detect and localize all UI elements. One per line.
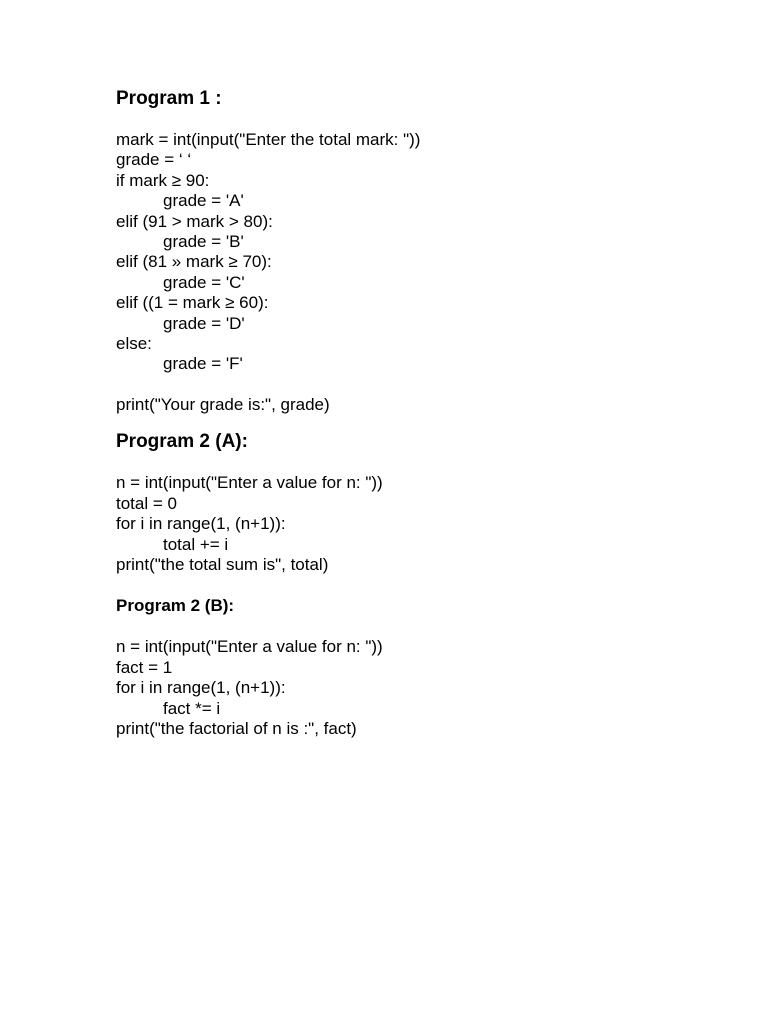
code-line: print("the total sum is", total): [116, 555, 329, 575]
code-line: grade = ‘ ‘: [116, 150, 192, 170]
program-1-heading: Program 1 :: [116, 88, 222, 109]
code-line: print("the factorial of n is :", fact): [116, 718, 357, 738]
document-page: [116, 86, 736, 739]
code-line: grade = 'B': [163, 231, 244, 251]
program-2a-section: [116, 429, 736, 575]
code-line: total += i: [163, 534, 229, 554]
code-line: fact = 1: [116, 657, 173, 677]
code-line: [116, 375, 736, 395]
code-line: grade = 'D': [163, 313, 245, 333]
code-line: for i in range(1, (n+1)):: [116, 678, 286, 698]
code-line: elif (81 » mark ≥ 70):: [116, 252, 272, 272]
code-line: elif ((1 = mark ≥ 60):: [116, 293, 269, 313]
code-line: n = int(input("Enter a value for n: ")): [116, 637, 383, 657]
program-2b-section: [116, 593, 736, 739]
program-2a-heading: Program 2 (A):: [116, 431, 248, 453]
code-line: fact *= i: [163, 698, 221, 718]
code-line: else:: [116, 333, 152, 353]
code-line: grade = 'A': [163, 191, 244, 211]
code-line: for i in range(1, (n+1)):: [116, 514, 286, 534]
code-line: n = int(input("Enter a value for n: ")): [116, 473, 383, 493]
code-line: if mark ≥ 90:: [116, 170, 210, 190]
code-line: total = 0: [116, 493, 177, 513]
code-line: grade = 'F': [163, 354, 243, 374]
program-2b-code: [116, 637, 736, 739]
code-line: print("Your grade is:", grade): [116, 395, 330, 415]
program-1-section: [116, 86, 736, 415]
program-2a-code: [116, 473, 736, 575]
program-2b-heading: Program 2 (B):: [116, 596, 235, 616]
code-line: grade = 'C': [163, 272, 245, 292]
code-line: mark = int(input("Enter the total mark: ")): [116, 130, 421, 149]
program-1-code: [116, 130, 736, 415]
code-line: elif (91 > mark > 80):: [116, 211, 273, 231]
